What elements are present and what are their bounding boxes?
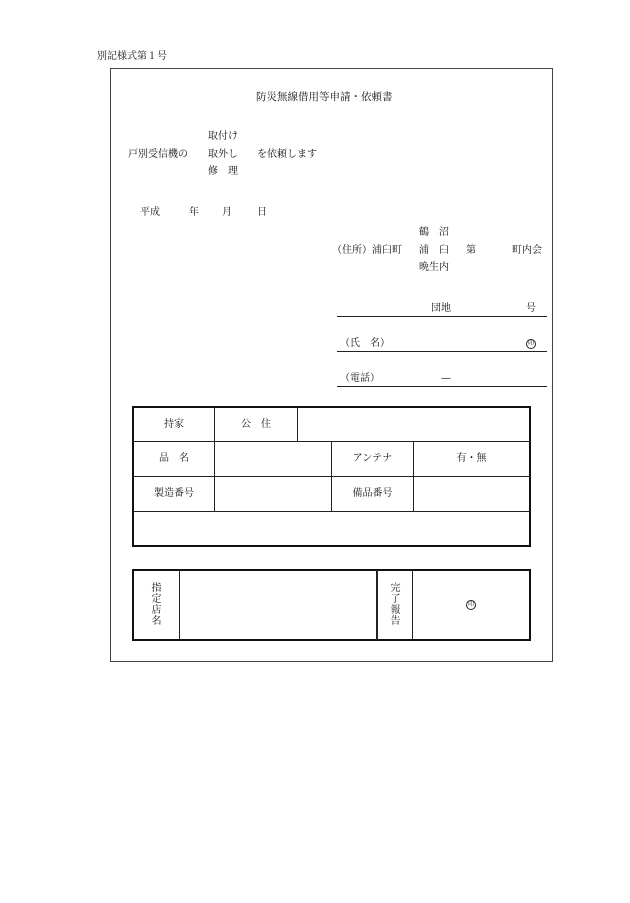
shitei-char-3: 店 [151, 605, 162, 616]
cell-hinmei: 品 名 [159, 453, 189, 464]
info-table-vline-2 [297, 407, 298, 441]
date-year: 年 [189, 207, 199, 218]
cell-bihin: 備品番号 [352, 488, 393, 499]
store-table-vline-1 [179, 570, 180, 640]
cell-completion-seal [413, 571, 529, 639]
name-seal [526, 338, 536, 349]
info-table-hline-3 [133, 511, 530, 512]
request-prefix: 戸別受信機の [128, 149, 188, 160]
kanryo-char-1: 完 [390, 583, 401, 594]
phone-underline [337, 386, 547, 387]
address-dai: 第 [466, 245, 476, 256]
phone-label: （電話） [340, 373, 380, 384]
address-chounaikai: 町内会 [512, 245, 542, 256]
cell-antenna: アンテナ [352, 453, 393, 464]
kanryo-char-2: 了 [390, 594, 401, 605]
completion-seal-mark: 印 [467, 601, 474, 608]
kanryo-char-3: 報 [390, 605, 401, 616]
phone-dash: — [441, 373, 451, 384]
shitei-char-1: 指 [151, 583, 162, 594]
name-seal-mark: 印 [527, 340, 534, 347]
kanryo-char-4: 告 [390, 616, 401, 627]
cell-seizo: 製造番号 [154, 488, 194, 499]
cell-shitei [134, 571, 179, 639]
name-underline [337, 351, 547, 352]
date-day: 日 [257, 207, 267, 218]
store-table-vline-2 [376, 570, 378, 640]
form-label: 別記様式第１号 [97, 51, 167, 62]
cell-kouju: 公 住 [241, 418, 271, 430]
request-option-attach: 取付け [208, 131, 238, 142]
shitei-char-4: 名 [151, 616, 162, 627]
cell-mochiie: 持家 [164, 418, 184, 430]
date-month: 月 [222, 207, 232, 218]
date-era: 平成 [140, 207, 160, 218]
address-label: （住所）浦臼町 [332, 245, 402, 256]
address-danchi: 団地 [431, 303, 451, 314]
address-area-urausu: 浦 臼 [419, 245, 449, 256]
cell-kanryo [379, 571, 412, 639]
request-option-remove: 取外し [208, 149, 238, 160]
request-suffix: を依頼します [257, 149, 317, 160]
shitei-char-2: 定 [151, 594, 162, 605]
request-option-repair: 修 理 [208, 166, 238, 177]
cell-umu: 有・無 [456, 453, 487, 464]
address-area-tsurunuma: 鶴 沼 [419, 227, 449, 238]
address-gou: 号 [526, 303, 536, 314]
form-title: 防災無線借用等申請・依頼書 [256, 91, 393, 103]
name-label: （氏 名） [340, 338, 390, 349]
address-area-osokinai: 晩生内 [419, 262, 449, 273]
address-underline [337, 316, 547, 317]
